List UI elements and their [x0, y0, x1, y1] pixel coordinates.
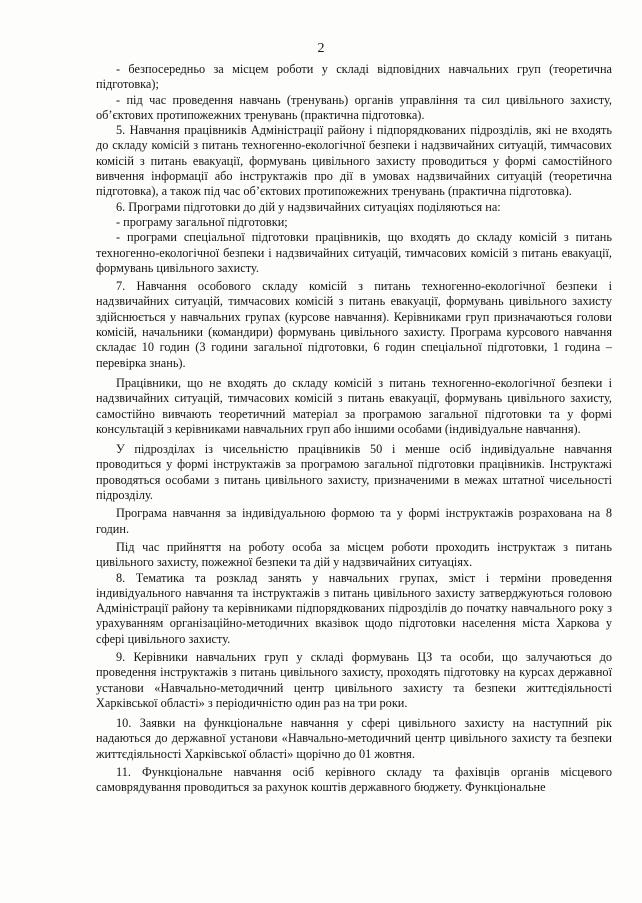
paragraph-theoretical-training: - безпосередньо за місцем роботи у складі відповідних навчальних груп (теоретична підготовка);	[96, 62, 612, 92]
paragraph-item-10: 10. Заявки на функціональне навчання у сфері цивільного захисту на наступний рік надаються до державної установи «Навчально-методичний центр цивільного захисту та безпеки життєдіяльності Харківської області» щорічно до 01 жовтня.	[96, 716, 612, 761]
paragraph-item-7: 7. Навчання особового складу комісій з питань техногенно-екологічної безпеки і надзвичайних ситуацій, тимчасових комісій з питань евакуації, формувань цивільного захисту здійснюється у навчальних групах (курсове навчання). Керівниками груп призначаються голови комісій, начальники (командири) формувань цивільного захисту. Програма курсового навчання складає 10 годин (3 години загальної підготовки, 6 годин спеціальної підготовки, 1 година – перевірка знань).	[96, 279, 612, 370]
paragraph-item-11: 11. Функціональне навчання осіб керівного складу та фахівців органів місцевого самоврядування проводиться за рахунок коштів державного бюджету. Функціональне	[96, 765, 612, 795]
document-body	[96, 62, 612, 796]
paragraph-small-units: У підрозділах із чисельністю працівників 50 і менше осіб індивідуальне навчання проводиться у формі інструктажів за програмою загальної підготовки працівників. Інструктажі проводяться особами з питань цивільного захисту, призначеними в межах штатної чисельності підрозділу.	[96, 442, 612, 503]
paragraph-general-program: - програму загальної підготовки;	[116, 214, 288, 229]
paragraph-hiring-instruction: Під час прийняття на роботу особа за місцем роботи проходить інструктаж з питань цивільного захисту, пожежної безпеки та дій у надзвичайних ситуаціях.	[96, 539, 612, 570]
page-number: 2	[317, 41, 325, 56]
paragraph-practical-training: - під час проведення навчань (тренувань) органів управління та сил цивільного захисту, об’єктових протипожежних тренувань (практична підготовка).	[96, 92, 612, 122]
paragraph-item-9: 9. Керівники навчальних груп у складі формувань ЦЗ та особи, що залучаються до проведення інструктажів з питань цивільного захисту, проходять підготовку на курсах державної установи «Навчально-методичний центр цивільного захисту та безпеки життєдіяльності Харківської області» з періодичністю один раз на три роки.	[96, 649, 612, 710]
paragraph-item-5: 5. Навчання працівників Адміністрації району і підпорядкованих підрозділів, які не входять до складу комісій з питань техногенно-екологічної безпеки і надзвичайних ситуацій, тимчасових комісій з питань евакуації, формувань цивільного захисту проводиться у формі самостійного вивчення інформації або інструктажів про дії в умовах надзвичайних ситуацій (теоретична підготовка), а також під час об’єктових протипожежних тренувань (практична підготовка).	[96, 123, 612, 199]
paragraph-program-hours: Програма навчання за індивідуальною формою та у формі інструктажів розрахована на 8 годин.	[96, 506, 612, 536]
paragraph-item-6: 6. Програми підготовки до дій у надзвичайних ситуаціях поділяються на:	[116, 199, 501, 214]
paragraph-employees-self-study: Працівники, що не входять до складу комісій з питань техногенно-екологічної безпеки і надзвичайних ситуацій, тимчасових комісій з питань евакуації, формувань цивільного захисту, самостійно вивчають теоретичний матеріал за програмою загальної підготовки та у формі консультацій з керівниками навчальних груп або іншими особами (індивідуальне навчання).	[96, 375, 612, 436]
paragraph-special-program: - програми спеціальної підготовки працівників, що входять до складу комісій з питань техногенно-екологічної безпеки і надзвичайних ситуацій, тимчасових комісій з питань евакуації, формувань цивільного захисту.	[96, 230, 612, 275]
paragraph-item-8: 8. Тематика та розклад занять у навчальних групах, зміст і терміни проведення індивідуального навчання та інструктажів з питань цивільного захисту затверджуються головою Адміністрації району та керівниками підпорядкованих підрозділів до початку навчального року з урахуванням організаційно-методичних вказівок щодо підготовки населення міста Харкова у сфері цивільного захисту.	[96, 570, 612, 646]
